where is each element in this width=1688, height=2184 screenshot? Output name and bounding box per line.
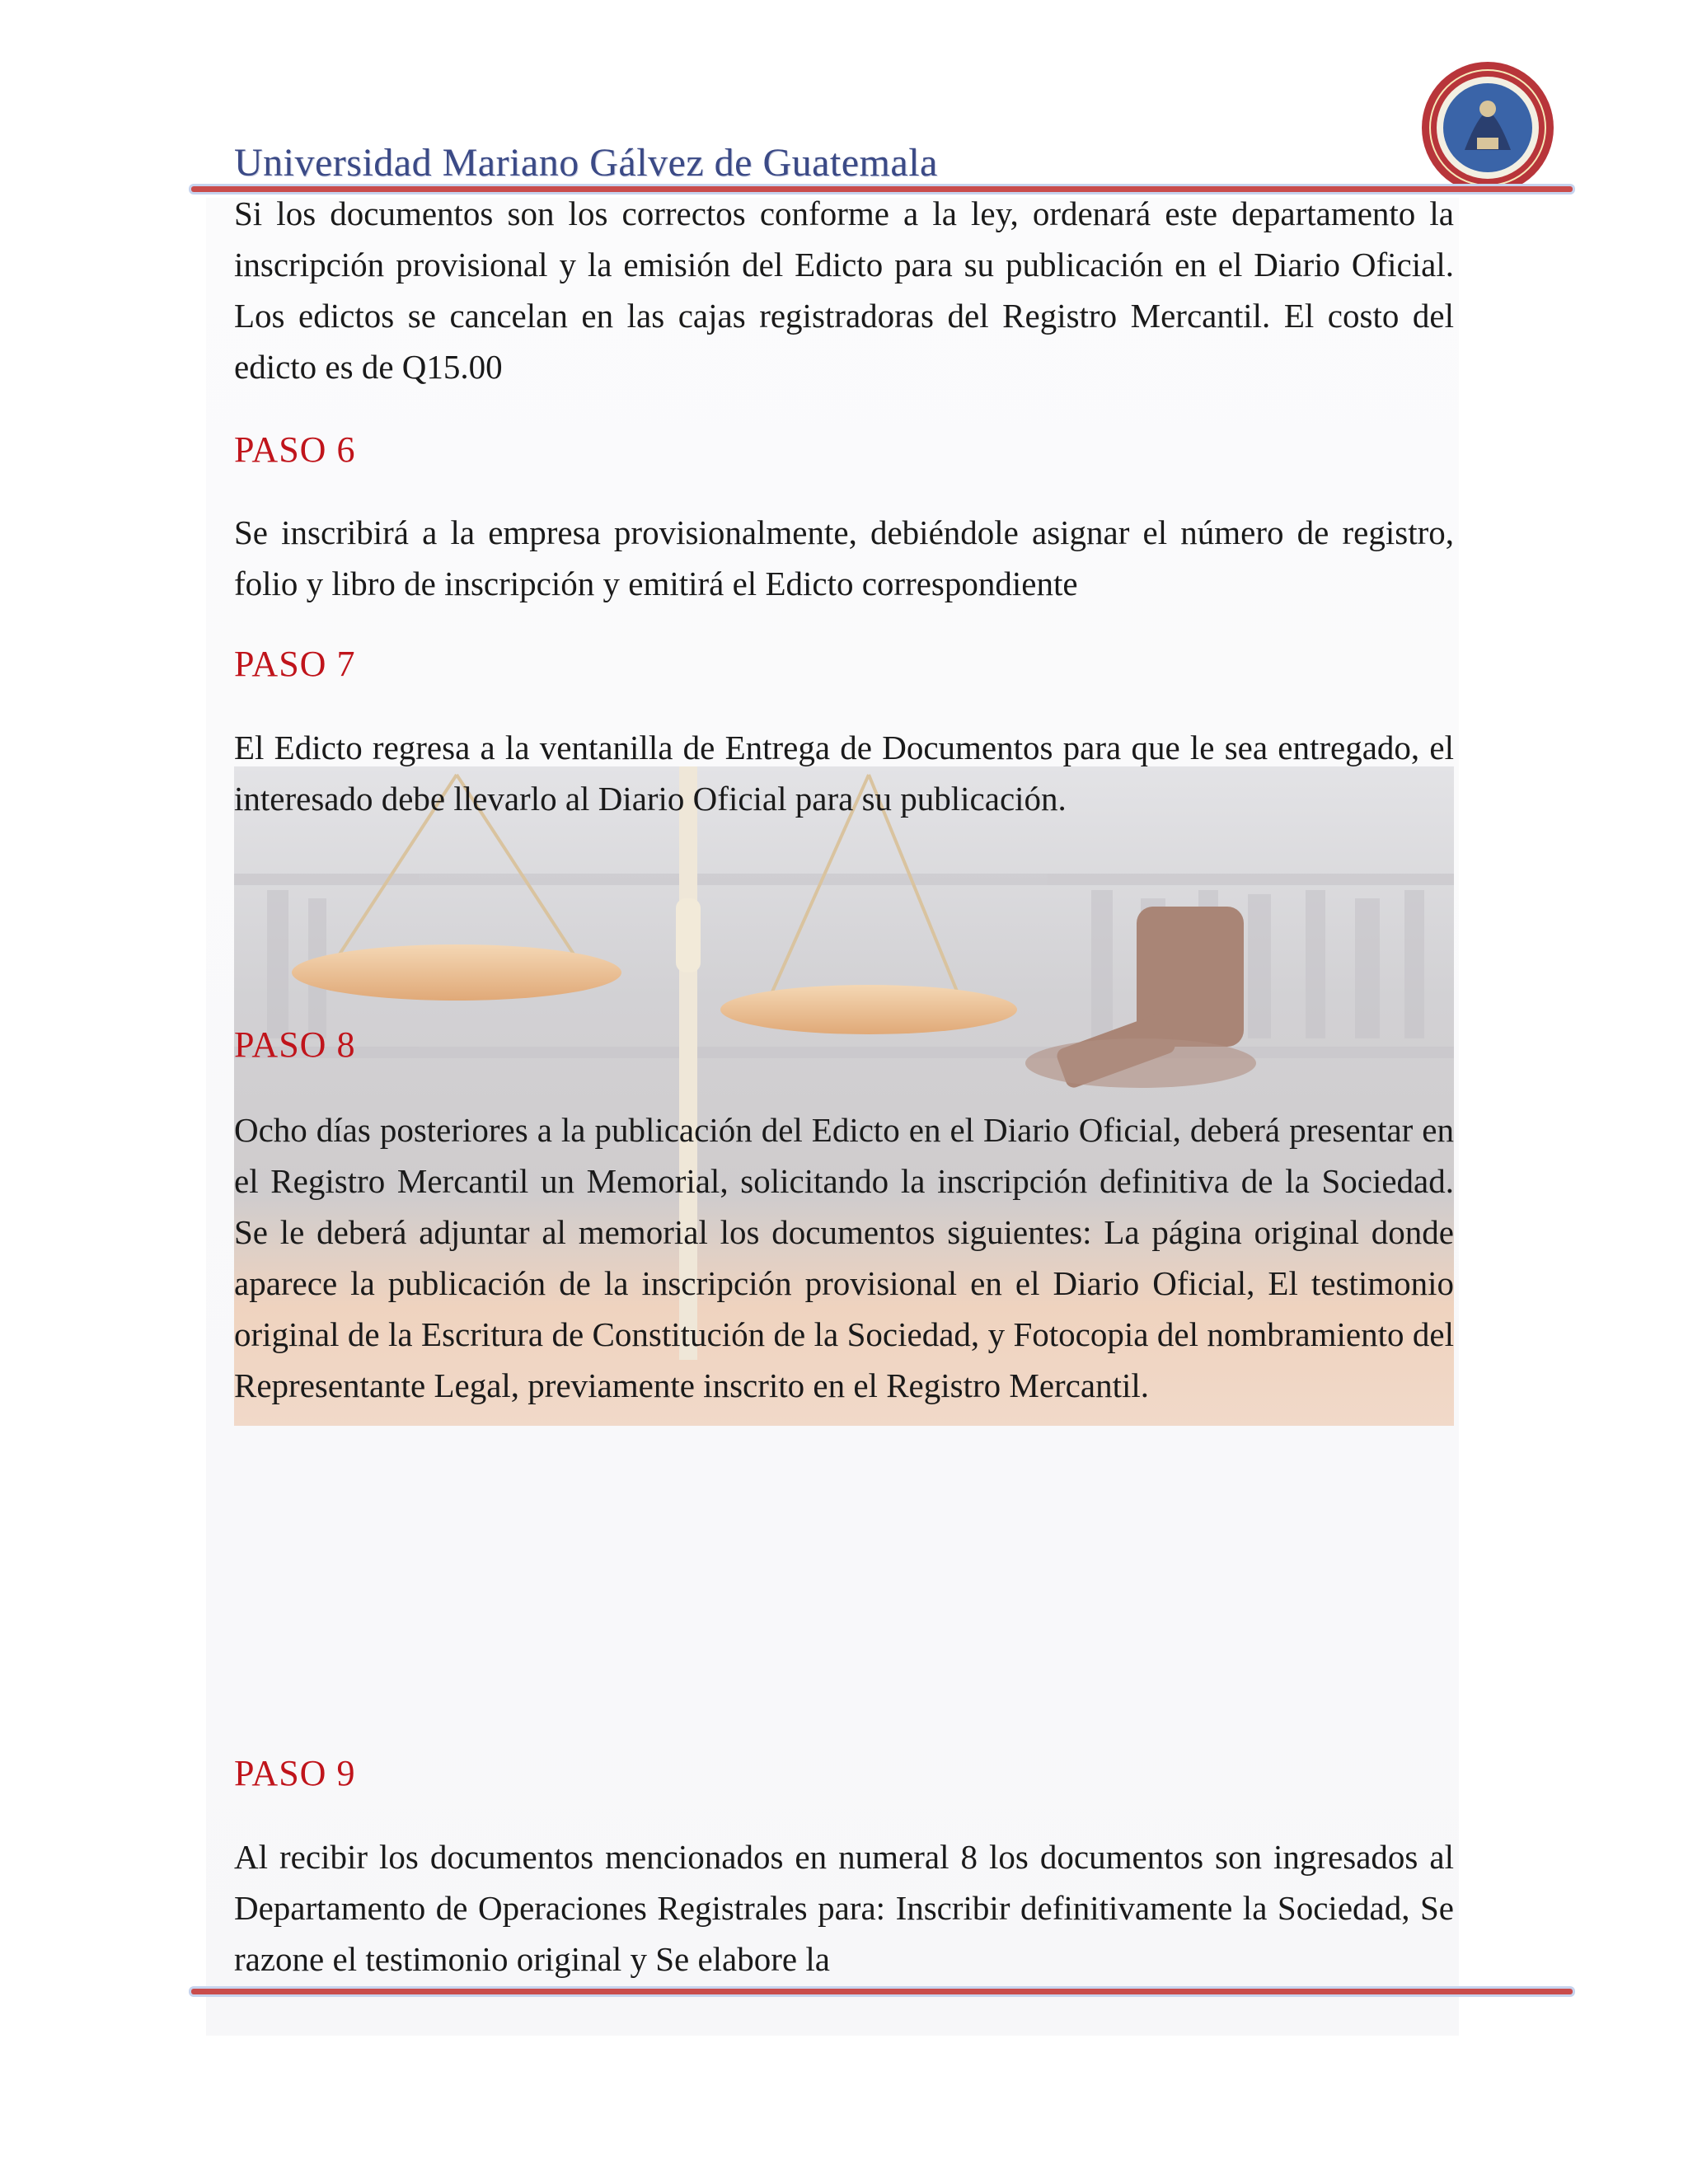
step-7-heading: PASO 7 — [234, 644, 356, 684]
intro-paragraph: Si los documentos son los correctos conforme a la ley, ordenará este departamento la inscripción provisional y la emisión del Edicto para su publicación en el Diario Oficial. Los edictos se cancelan en las cajas registradoras del Registro Mercantil. El costo del edicto es de Q15.00 — [234, 194, 1454, 386]
university-title: Universidad Mariano Gálvez de Guatemala — [234, 141, 938, 185]
step-7-text: El Edicto regresa a la ventanilla de Entrega de Documentos para que le sea entregado, el interesado debe llevarlo al Diario Oficial para su publicación. — [234, 729, 1454, 818]
footer-rule — [191, 1989, 1573, 1994]
step-6-text: Se inscribirá a la empresa provisionalmente, debiéndole asignar el número de registro, folio y libro de inscripción y emitirá el Edicto correspondiente — [234, 513, 1454, 602]
university-seal-logo — [1419, 59, 1556, 196]
step-8-heading: PASO 8 — [234, 1024, 356, 1065]
step-8-text: Ocho días posteriores a la publicación del Edicto en el Diario Oficial, deberá presentar en el Registro Mercantil un Memorial, solicitando la inscripción definitiva de la Sociedad. Se le deberá adjuntar al memorial los documentos siguientes: La página original donde aparece la publicación de la inscripción provisional en el Diario Oficial, El testimonio original de la Escritura de Constitución de la Sociedad, y Fotocopia del nombramiento del Representante Legal, previamente inscrito en el Registro Mercantil. — [234, 1111, 1454, 1404]
step-6-heading: PASO 6 — [234, 429, 356, 470]
step-9-text: Al recibir los documentos mencionados en numeral 8 los documentos son ingresados al Departamento de Operaciones Registrales para: Inscribir definitivamente la Sociedad, Se razone el testimonio original y Se elabore la — [234, 1838, 1454, 1978]
step-9-heading: PASO 9 — [234, 1753, 356, 1793]
